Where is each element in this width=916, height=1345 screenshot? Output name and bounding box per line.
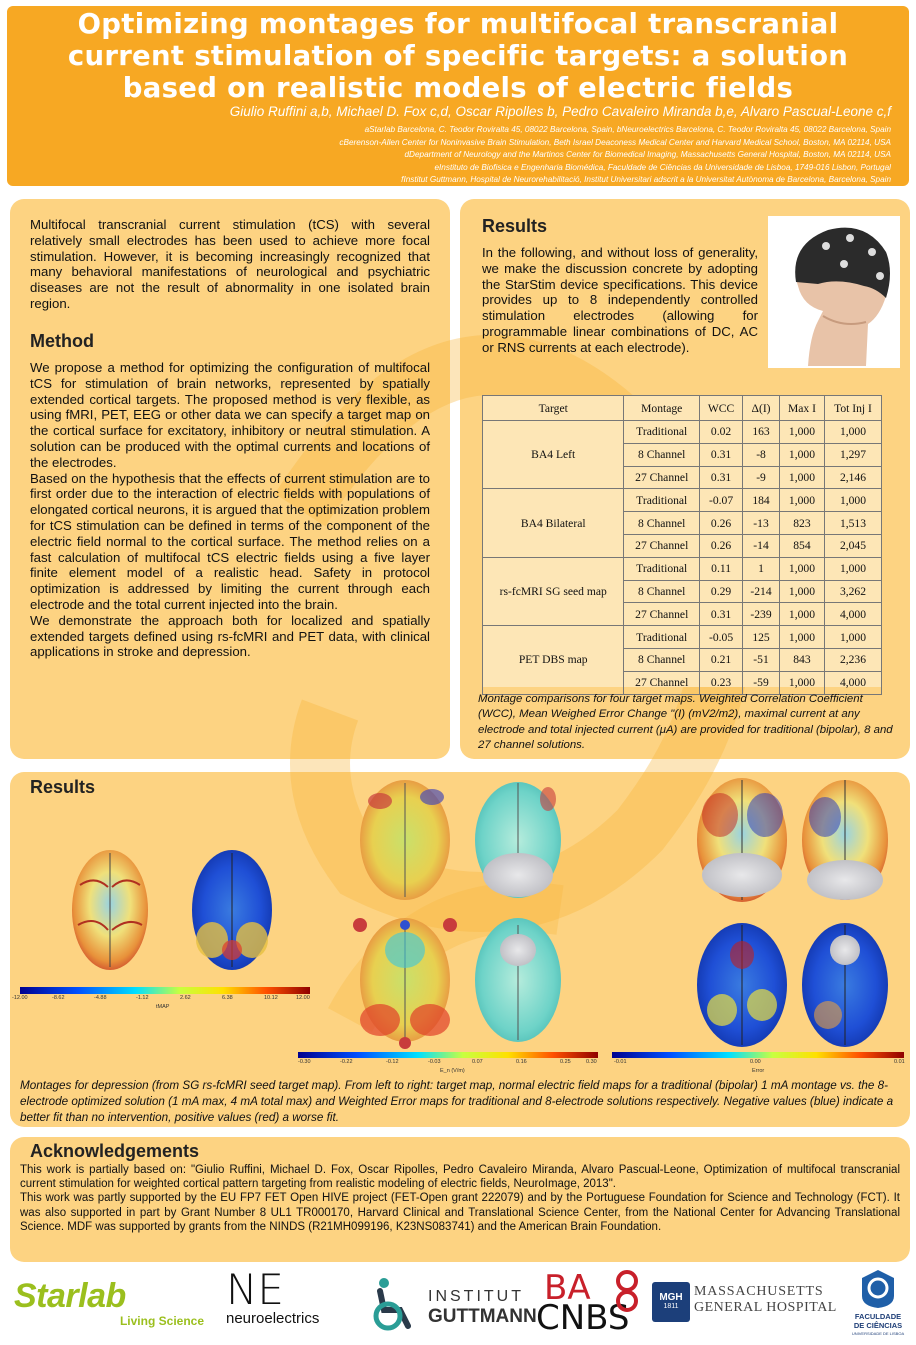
table-cell: 1,000	[779, 421, 824, 444]
table-cell: 2,146	[824, 466, 881, 489]
neuroelectrics-logo	[226, 1265, 366, 1330]
colorbar-label: tMAP	[156, 1004, 170, 1010]
table-target-cell: rs-fcMRI SG seed map	[483, 557, 624, 625]
colorbar-efield	[298, 1052, 598, 1058]
table-row	[483, 626, 882, 649]
mgh-badge	[652, 1282, 690, 1322]
colorbar-tick: 12.00	[296, 995, 310, 1001]
colorbar-tick: -12.00	[12, 995, 28, 1001]
colorbar-tick: -0.03	[428, 1059, 441, 1065]
montage-comparison-table	[482, 395, 882, 695]
table-target-cell: BA4 Bilateral	[483, 489, 624, 557]
acknowledgements-paragraph-1: This work is partially based on: "Giulio Ruffini, Michael D. Fox, Oscar Ripolles, Pedro Cavaleiro Miranda, Alvaro Pascual-Leone, Optimization of multifocal transcranial current stimulation for weighted cortical pattern targeting from realistic modeling of electric fields, NeuroImage, 2013".	[20, 1164, 900, 1191]
table-cell: 1,513	[824, 512, 881, 535]
mgh-line1: MASSACHUSETTS	[694, 1284, 824, 1299]
table-target-cell: PET DBS map	[483, 626, 624, 694]
mgh-badge-text: MGH	[659, 1292, 683, 1303]
table-header-tot-inj-i: Tot Inj I	[824, 396, 881, 421]
intro-text: Multifocal transcranial current stimulation (tCS) with several relatively small electrodes has been used to achieve more focal stimulation. However, it is becoming increasingly recognized that many behavioral manifestations of neurological and psychiatric diseases are not the result of abnormality in one isolated brain region.	[30, 217, 430, 311]
montage-table-container	[482, 395, 882, 690]
colorbar-tick: 0.16	[516, 1059, 527, 1065]
table-cell: 27 Channel	[624, 466, 700, 489]
acknowledgements-text	[20, 1163, 900, 1234]
optimized-error-brain-top	[802, 780, 888, 900]
table-cell: 2,236	[824, 648, 881, 671]
colorbar-tick: -0.22	[340, 1059, 353, 1065]
poster-header	[7, 6, 909, 186]
table-cell: 163	[743, 421, 780, 444]
table-cell: 1,000	[824, 557, 881, 580]
table-cell: -8	[743, 443, 780, 466]
neuroelectrics-logo-text: neuroelectrics	[226, 1310, 320, 1327]
table-cell: 0.21	[700, 648, 743, 671]
table-cell: 1,000	[779, 671, 824, 694]
table-cell: 843	[779, 648, 824, 671]
table-cell: -13	[743, 512, 780, 535]
table-cell: Traditional	[624, 489, 700, 512]
table-row	[483, 557, 882, 580]
colorbar-label: E_n (V/m)	[440, 1068, 465, 1074]
neuroelectrics-logo-mark: NE	[226, 1265, 284, 1314]
table-cell: 27 Channel	[624, 534, 700, 557]
colorbar-tick: -0.01	[614, 1059, 627, 1065]
target-map-brain-top	[72, 850, 148, 970]
table-header-target: Target	[483, 396, 624, 421]
method-paragraph-2: Based on the hypothesis that the effects of current stimulation are to first order due to the interaction of electric fields with populations of elongated cortical neurons, it is argued that the optimization problem for tCS stimulation can be defined in terms of the component of the electric field normal to the cortical surface. The method relies on a fast calculation of multifocal tCS electric fields using a five layer finite element model of a realistic head. Safety in protocol optimization is addressed by limiting the current through each electrode and the total current injected into the brain.	[30, 470, 430, 612]
table-cell: 1,000	[824, 421, 881, 444]
table-cell: Traditional	[624, 557, 700, 580]
colorbar-tick: 6.38	[222, 995, 233, 1001]
colorbar-tick: 0.30	[586, 1059, 597, 1065]
table-cell: 1	[743, 557, 780, 580]
table-cell: 8 Channel	[624, 512, 700, 535]
title-line-2: current stimulation of specific targets: a solution	[67, 40, 849, 72]
colorbar-tick: 10.12	[264, 995, 278, 1001]
table-cell: 1,000	[779, 443, 824, 466]
colorbar-tick: -4.88	[94, 995, 107, 1001]
method-heading: Method	[30, 331, 94, 351]
affiliation-ab: aStarlab Barcelona, C. Teodor Roviralta 45, 08022 Barcelona, Spain, bNeuroelectrics Barcelona, C. Teodor Roviralta 45, 08022 Barcelona, Spain	[364, 125, 891, 134]
colorbar-tick: 0.00	[750, 1059, 761, 1065]
affiliation-e: eInstituto de Biofisica e Engenharia Biomédica, Faculdade de Ciências da Universidade de Lisboa, 1749-016 Lisbon, Portugal	[434, 162, 891, 172]
results-heading-bottom: Results	[30, 777, 96, 797]
institut-guttmann-line2: GUTTMANN	[428, 1306, 537, 1327]
affiliation-f: fInstitut Guttmann, Hospital de Neurorehabilitació, Institut Universitari adscrit a la Universitat Autònoma de Barcelona, Barcelona, Spain	[401, 175, 891, 184]
affiliations	[339, 124, 891, 187]
table-cell: 1,000	[824, 489, 881, 512]
poster-title	[7, 8, 909, 104]
colorbar-tick: 0.07	[472, 1059, 483, 1065]
colorbar-tick: 2.62	[180, 995, 191, 1001]
brain-coil-icon	[612, 1270, 642, 1314]
table-cell: 854	[779, 534, 824, 557]
fc-line2: DE CIÊNCIAS	[853, 1321, 903, 1330]
table-cell: 4,000	[824, 671, 881, 694]
title-line-3: based on realistic models of electric fields	[122, 72, 794, 104]
colorbar-tick: -8.62	[52, 995, 65, 1001]
table-cell: 0.31	[700, 466, 743, 489]
table-cell: 1,000	[779, 603, 824, 626]
colorbar-target-map	[20, 987, 310, 994]
table-cell: 0.11	[700, 557, 743, 580]
authors: Giulio Ruffini a,b, Michael D. Fox c,d, Oscar Ripolles b, Pedro Cavaleiro Miranda b,e, Alvaro Pascual-Leone c,f	[229, 104, 891, 119]
table-cell: -9	[743, 466, 780, 489]
ba-cnbs-logo	[534, 1268, 644, 1338]
table-cell: 1,000	[779, 626, 824, 649]
institut-guttmann-logo	[370, 1276, 537, 1332]
mgh-logo	[652, 1282, 842, 1328]
colorbar-tick: -0.12	[386, 1059, 399, 1065]
table-cell: 2,045	[824, 534, 881, 557]
table-cell: 8 Channel	[624, 648, 700, 671]
table-cell: 1,000	[779, 557, 824, 580]
colorbar-tick: 0.25	[560, 1059, 571, 1065]
table-cell: 0.26	[700, 534, 743, 557]
table-cell: 184	[743, 489, 780, 512]
faculdade-de-ciencias-logo	[848, 1268, 908, 1342]
table-cell: 125	[743, 626, 780, 649]
figure-caption: Montages for depression (from SG rs-fcMRI seed target map). From left to right: target map, normal electric field maps for a traditional (bipolar) 1 mA montage vs. the 8-electrode optimized solution (1 mA max, 4 mA total max) and Weighted Error maps for traditional and 8-electrode solutions respectively. Negative values (blue) indicate a better fit than no intervention, positive values (red) a worse fit.	[20, 1079, 894, 1124]
table-cell: 27 Channel	[624, 671, 700, 694]
table-cell: -214	[743, 580, 780, 603]
table-cell: 1,000	[779, 580, 824, 603]
table-cell: -14	[743, 534, 780, 557]
optimized-efield-brain-bottom	[475, 918, 561, 1042]
table-cell: 0.29	[700, 580, 743, 603]
method-text	[30, 360, 430, 660]
table-cell: Traditional	[624, 421, 700, 444]
method-paragraph-1: We propose a method for optimizing the configuration of multifocal tCS for stimulation of brain networks, represented by spatially extended cortical targets. The proposed method is very flexible, as using fMRI, PET, EEG or other data we can specify a target map on the cortical surface for excitatory, inhibitory or neutral stimulation. A solution can be produced with the optimal currents and locations of the electrodes.	[30, 360, 430, 470]
table-target-cell: BA4 Left	[483, 421, 624, 489]
starlab-logo-subtitle: Living Science	[119, 1314, 204, 1328]
table-cell: 1,000	[779, 489, 824, 512]
colorbar-error	[612, 1052, 904, 1058]
table-cell: 8 Channel	[624, 580, 700, 603]
method-paragraph-3: We demonstrate the approach both for localized and spatially extended targets defined using rs-fcMRI and PET data, with clinical applications in stroke and depression.	[30, 612, 430, 660]
table-cell: 1,297	[824, 443, 881, 466]
table-cell: -0.07	[700, 489, 743, 512]
table-header-delta: Δ(I)	[743, 396, 780, 421]
fc-line3: UNIVERSIDADE DE LISBOA	[851, 1331, 905, 1336]
mgh-line2: GENERAL HOSPITAL	[694, 1300, 837, 1315]
table-row	[483, 489, 882, 512]
table-cell: -0.05	[700, 626, 743, 649]
acknowledgements-heading: Acknowledgements	[30, 1141, 200, 1161]
table-cell: 0.02	[700, 421, 743, 444]
wheelchair-icon	[370, 1276, 420, 1332]
target-map-brain-bottom	[192, 850, 272, 970]
title-line-1: Optimizing montages for multifocal transcranial	[77, 8, 839, 40]
table-cell: 0.31	[700, 603, 743, 626]
colorbar-label: Error	[752, 1068, 765, 1074]
fc-crest-icon	[858, 1268, 898, 1310]
ba-cnbs-logo-bottom: CNBS	[536, 1298, 630, 1338]
table-cell: -239	[743, 603, 780, 626]
table-cell: 0.31	[700, 443, 743, 466]
table-cell: 0.26	[700, 512, 743, 535]
traditional-error-brain-top	[697, 778, 787, 902]
colorbar-tick: -0.30	[298, 1059, 311, 1065]
fc-line1: FACULDADE	[854, 1312, 902, 1321]
table-header-row	[483, 396, 882, 421]
table-cell: -51	[743, 648, 780, 671]
table-cell: Traditional	[624, 626, 700, 649]
mgh-badge-year: 1811	[663, 1303, 679, 1310]
table-cell: 823	[779, 512, 824, 535]
traditional-error-brain-bottom	[697, 923, 787, 1047]
table-cell: 3,262	[824, 580, 881, 603]
optimized-error-brain-bottom	[802, 923, 888, 1047]
table-cell: 27 Channel	[624, 603, 700, 626]
table-cell: 1,000	[779, 466, 824, 489]
table-header-montage: Montage	[624, 396, 700, 421]
acknowledgements-paragraph-2: This work was partly supported by the EU FP7 FET Open HIVE project (FET-Open grant 222079) and by the Portuguese Foundation for Science and Technology (FCT). It was also supported in part by Grant Number 8 UL1 TR000170, Harvard Clinical and Translational Science Center, from the National Center for Advancing Translational Science. MDF was supported by grants from the NINDS (R21MH099196, K23NS083741) and the American Brain Foundation.	[20, 1192, 900, 1233]
starstim-headcap-photo	[768, 216, 900, 368]
starlab-logo-text: Starlab	[14, 1277, 126, 1315]
institut-guttmann-line1: INSTITUT	[428, 1288, 524, 1305]
table-cell: 4,000	[824, 603, 881, 626]
brain-maps-figure	[0, 775, 916, 1075]
ba-cnbs-logo-top: BA	[544, 1268, 591, 1308]
affiliation-d: dDepartment of Neurology and the Martinos Center for Biomedical Imaging, Massachusetts General Hospital, Boston, MA 02114, USA	[404, 150, 891, 159]
table-header-max-i: Max I	[779, 396, 824, 421]
table-cell: -59	[743, 671, 780, 694]
traditional-efield-brain-top	[360, 780, 450, 900]
colorbar-tick: -1.12	[136, 995, 149, 1001]
table-row	[483, 421, 882, 444]
table-cell: 0.23	[700, 671, 743, 694]
colorbar-tick: 0.01	[894, 1059, 905, 1065]
affiliation-c: cBerenson-Allen Center for Noninvasive Brain Stimulation, Beth Israel Deaconess Medical Center and Harvard Medical School, Boston, MA 02114, USA	[339, 137, 891, 147]
traditional-efield-brain-bottom	[353, 918, 457, 1049]
starlab-logo	[14, 1278, 218, 1328]
table-cell: 8 Channel	[624, 443, 700, 466]
results-intro-text: In the following, and without loss of generality, we make the discussion concrete by adopting the StarStim device specifications. This device provides up to 8 independently controlled stimulation electrodes (allowing for programmable linear combinations of DC, AC or RNS currents at each electrode).	[482, 245, 758, 355]
table-header-wcc: WCC	[700, 396, 743, 421]
table-caption: Montage comparisons for four target maps. Weighted Correlation Coefficient (WCC), Mean Weighed Error Change "(I) (mV2/m2), maximal current at any electrode and total injected current (μA) are provided for traditional (bipolar), 8 and 27 channel solutions.	[478, 693, 893, 752]
table-cell: 1,000	[824, 626, 881, 649]
optimized-efield-brain-top	[475, 782, 561, 898]
results-heading-top: Results	[482, 216, 548, 236]
